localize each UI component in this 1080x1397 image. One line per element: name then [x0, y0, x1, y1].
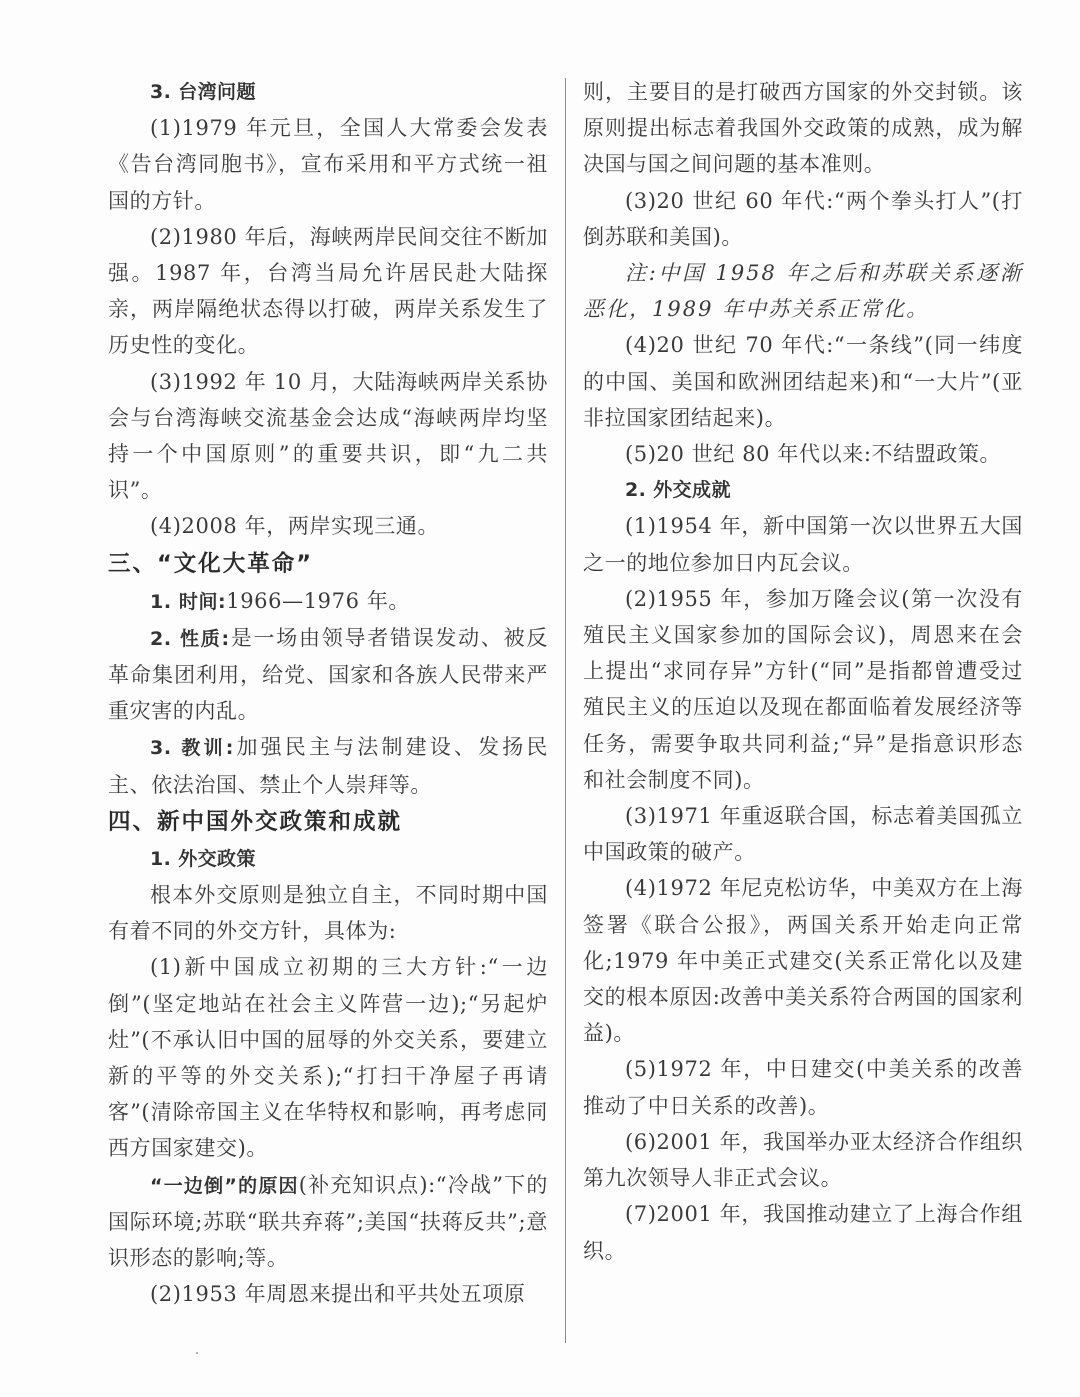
cr-lesson-text: 加强民主与法制建设、发扬民主、依法治国、禁止个人崇拜等。 [108, 735, 548, 797]
achievement-item-3: (3)1971 年重返联合国，标志着美国孤立中国政策的破产。 [583, 804, 1023, 865]
left-column [108, 74, 548, 1313]
policy-heading: 1. 外交政策 [150, 847, 256, 870]
column-divider [565, 78, 566, 1343]
reason-label: “一边倒”的原因 [150, 1174, 299, 1197]
policy-intro: 根本外交原则是独立自主，不同时期中国有着不同的外交方针，具体为: [108, 883, 548, 944]
right-column [583, 74, 1023, 1269]
cr-time [108, 583, 548, 620]
policy-note: 注:中国 1958 年之后和苏联关系逐渐恶化，1989 年中苏关系正常化。 [583, 261, 1023, 322]
taiwan-heading: 3. 台湾问题 [150, 81, 256, 103]
policy-item-2-continued: 则，主要目的是打破西方国家的外交封锁。该原则提出标志着我国外交政策的成熟，成为解决国与国之间问题的基本准则。 [583, 80, 1023, 177]
reason-text: (补充知识点):“冷战”下的国际环境;苏联“联共弃蒋”;美国“扶蒋反共”;意识形态的影响;等。 [108, 1172, 548, 1271]
taiwan-item-1: (1)1979 年元旦，全国人大常委会发表《告台湾同胞书》，宣布采用和平方式统一祖国的方针。 [108, 116, 548, 213]
policy-item-1: (1)新中国成立初期的三大方针:“一边倒”(坚定地站在社会主义阵营一边);“另起炉灶”(不承认旧中国的屈辱的外交关系，要建立新的平等的外交关系);“打扫干净屋子再请客”(清除帝国主义在华特权和影响，再考虑同西方国家建交)。 [108, 955, 548, 1161]
achievement-item-2: (2)1955 年，参加万隆会议(第一次没有殖民主义国家参加的国际会议)，周恩来在会上提出“求同存异”方针(“同”是指都曾遭受过殖民主义的压迫以及现在都面临着发展经济等任务，需要争取共同利益;“异”是指意识形态和社会制度不同)。 [583, 586, 1023, 792]
policy-item-5: (5)20 世纪 80 年代以来:不结盟政策。 [625, 442, 1002, 467]
taiwan-item-4: (4)2008 年，两岸实现三通。 [150, 514, 440, 539]
policy-item-2-start: (2)1953 年周恩来提出和平共处五项原 [150, 1282, 526, 1307]
achievement-item-4: (4)1972 年尼克松访华，中美双方在上海签署《联合公报》，两国关系开始走向正常化;1979 年中美正式建交(关系正常化以及建交的根本原因:改善中美关系符合两国的国家利益)。 [583, 876, 1023, 1046]
taiwan-item-3: (3)1992 年 10 月，大陆海峡两岸关系协会与台湾海峡交流基金会达成“海峡两岸均坚持一个中国原则”的重要共识，即“九二共识”。 [108, 369, 548, 503]
achievement-item-6: (6)2001 年，我国举办亚太经济合作组织第九次领导人非正式会议。 [583, 1129, 1023, 1191]
scan-speck [196, 1352, 198, 1354]
policy-item-4: (4)20 世纪 70 年代:“一条线”(同一纬度的中国、美国和欧洲团结起来)和“一大片”(亚非拉国家团结起来)。 [583, 333, 1023, 430]
achievements-heading: 2. 外交成就 [625, 479, 731, 502]
achievement-item-1: (1)1954 年，新中国第一次以世界五大国之一的地位参加日内瓦会议。 [583, 514, 1023, 575]
cr-lesson [108, 729, 548, 802]
cr-nature-label: 2. 性质: [150, 627, 230, 650]
cr-lesson-label: 3. 教训: [150, 737, 234, 760]
cr-nature-text: 是一场由领导者错误发动、被反革命集团利用，给党、国家和各族人民带来严重灾害的内乱。 [108, 625, 548, 724]
policy-item-3: (3)20 世纪 60 年代:“两个拳头打人”(打倒苏联和美国)。 [583, 188, 1023, 249]
lean-one-side-reason [108, 1167, 548, 1277]
cr-nature [108, 620, 548, 730]
cr-time-text: 1966—1976 年。 [226, 588, 411, 613]
cr-time-label: 1. 时间: [150, 590, 227, 613]
achievement-item-7: (7)2001 年，我国推动建立了上海合作组织。 [583, 1202, 1023, 1263]
section-heading-diplomacy: 四、新中国外交政策和成就 [108, 808, 403, 835]
section-heading-cultural-revolution: 三、“文化大革命” [108, 550, 314, 577]
achievement-item-5: (5)1972 年，中日建交(中美关系的改善推动了中日关系的改善)。 [583, 1057, 1023, 1118]
taiwan-item-2: (2)1980 年后，海峡两岸民间交往不断加强。1987 年，台湾当局允许居民赴大陆探亲，两岸隔绝状态得以打破，两岸关系发生了历史性的变化。 [108, 224, 548, 358]
